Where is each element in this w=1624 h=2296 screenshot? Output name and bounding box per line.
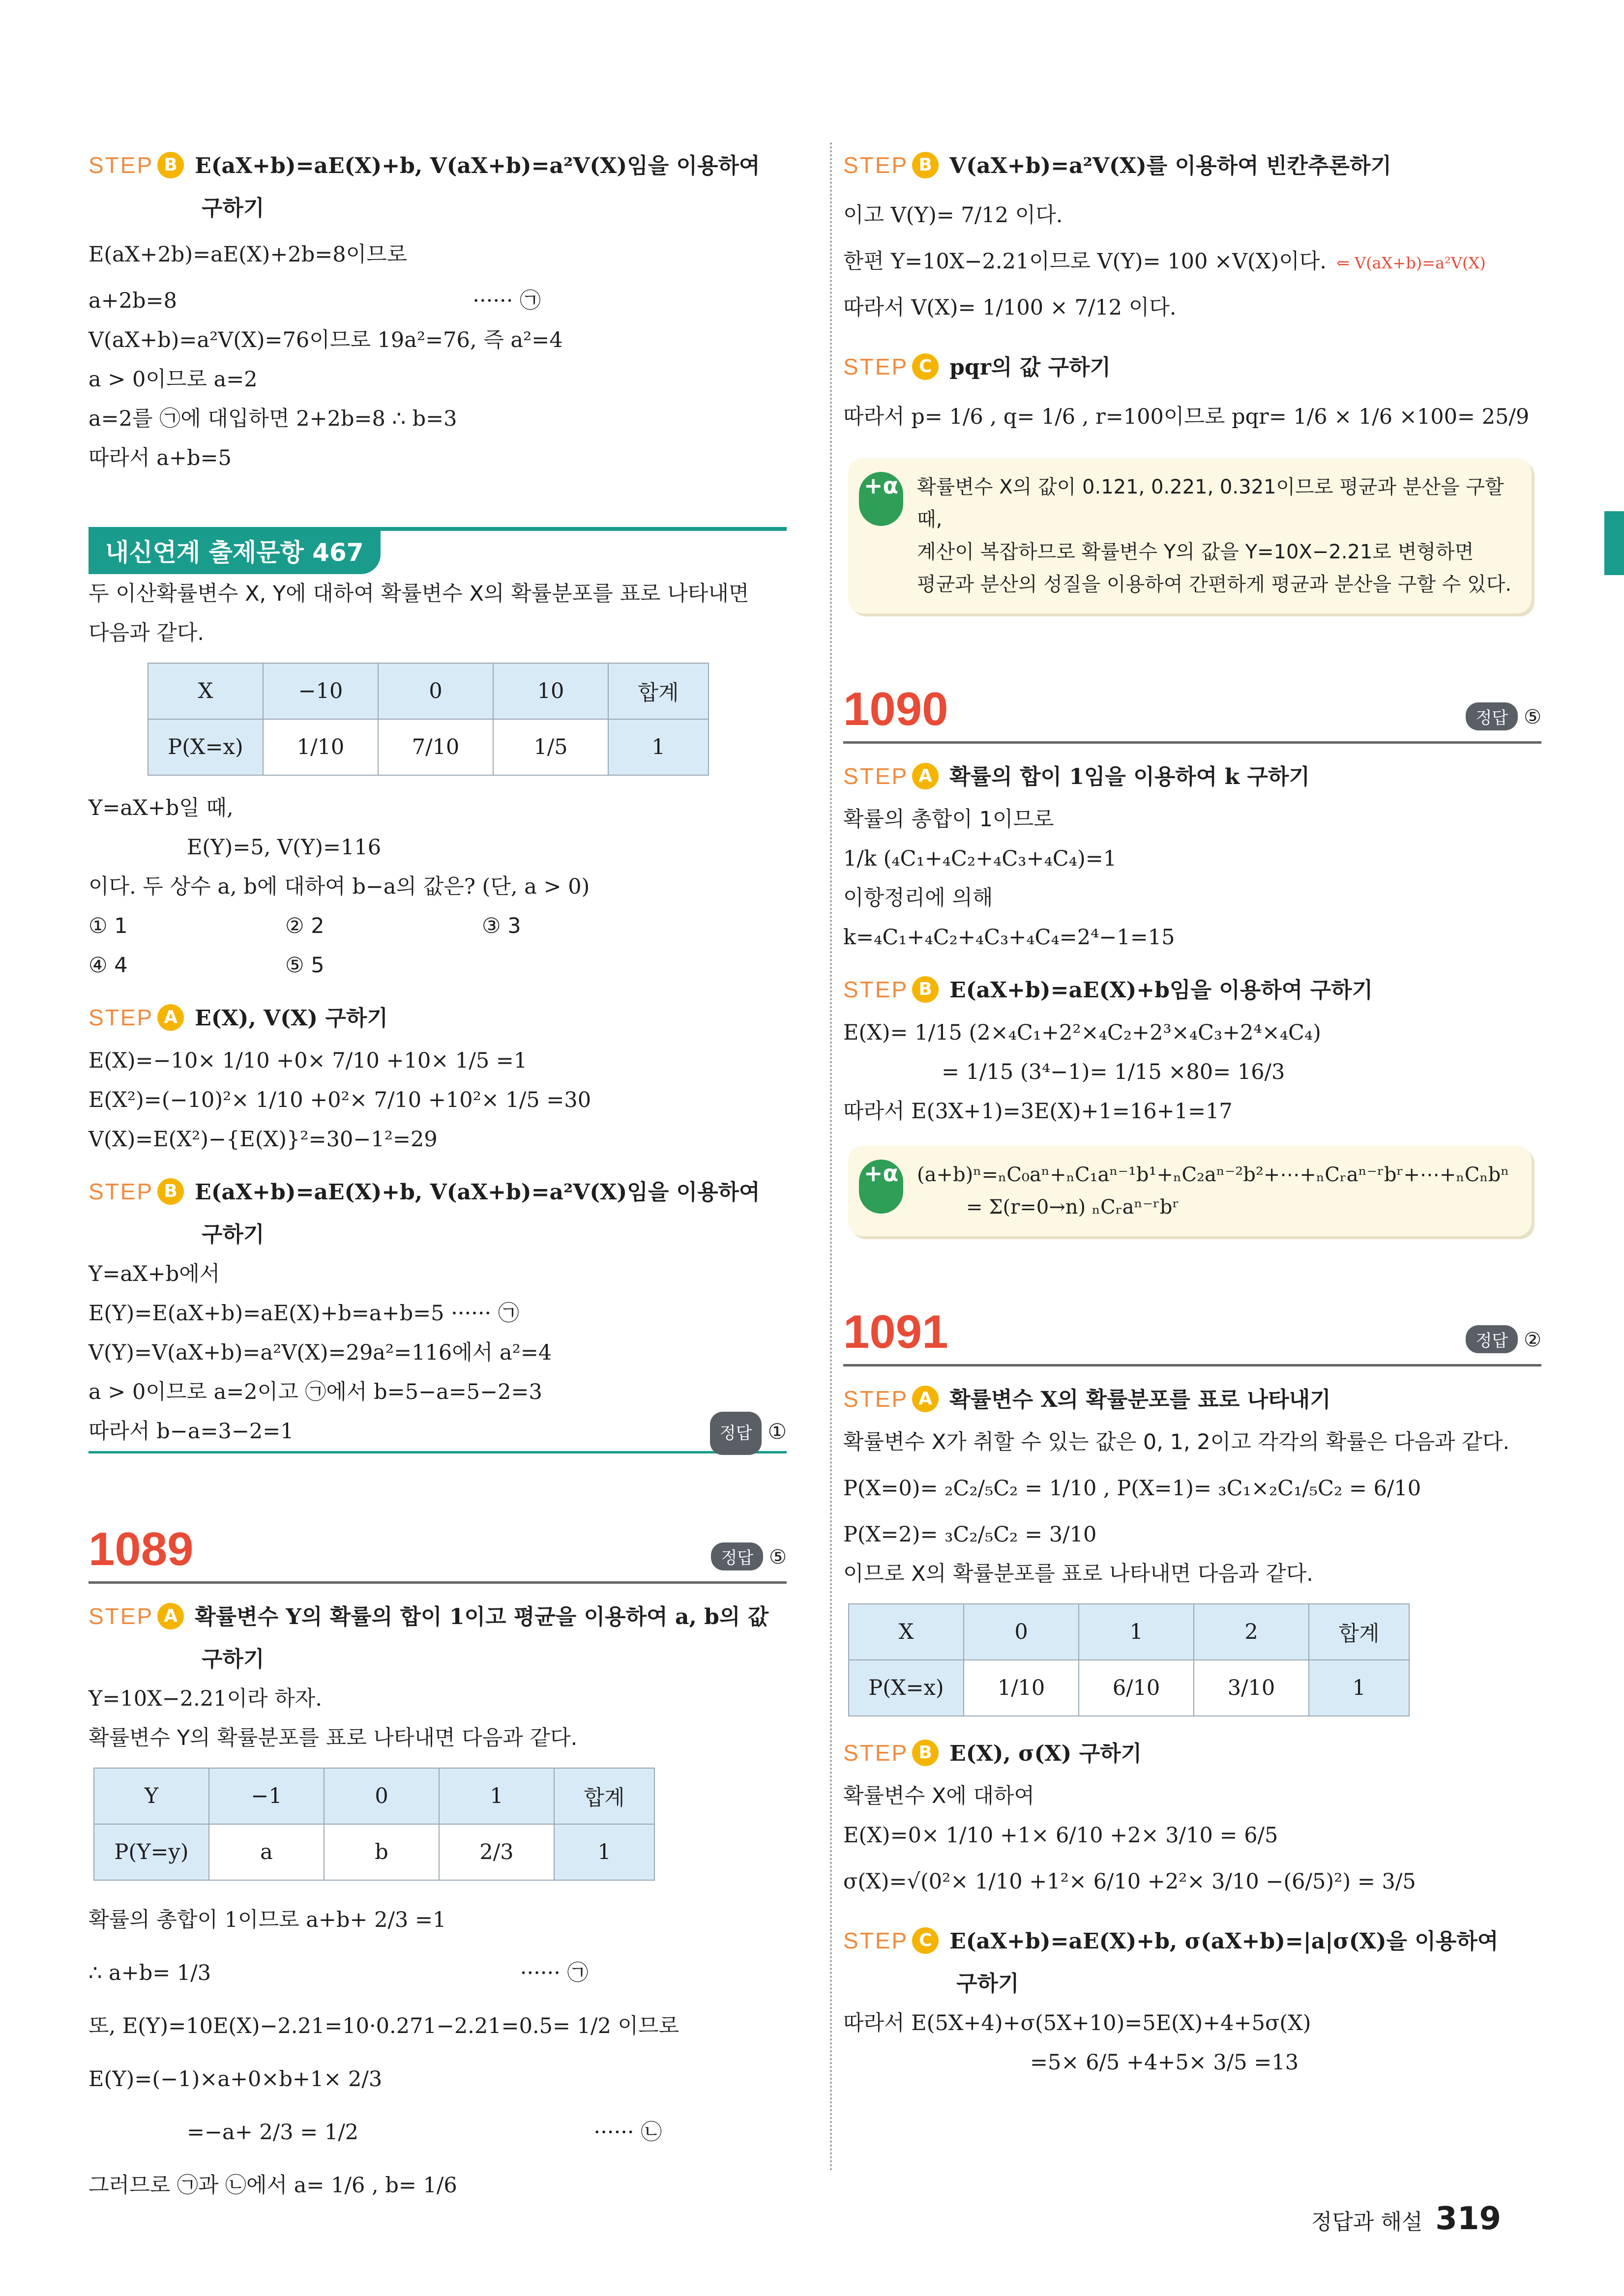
answer-mark: 정답 ⑤ [711, 1542, 787, 1570]
table-cell: 7/10 [378, 719, 493, 775]
step-badge: B [157, 1178, 184, 1205]
step-badge: A [912, 1386, 939, 1412]
answer-mark: 정답 ① [710, 1412, 787, 1455]
table-cell: −10 [263, 663, 378, 719]
solution-line: a=2를 ㉠에 대입하면 2+2b=8 ∴ b=3 [89, 407, 457, 431]
solution-line: 따라서 a+b=5 [89, 446, 232, 470]
solution-line: 따라서 b−a=3−2=1 정답 ① [89, 1412, 787, 1451]
question-text: Y=aX+b일 때, [89, 796, 234, 820]
solution-line: E(X)=0× 1/10 +1× 6/10 +2× 3/10 = 6/5 [843, 1823, 1278, 1848]
question-text: 이다. 두 상수 a, b에 대하여 b−a의 값은? (단, a > 0) [89, 874, 590, 899]
exam-box: 내신연계 출제문항 467 두 이산확률변수 X, Y에 대하여 확률변수 X의 확률분포를 표로 나타내면 다음과 같다. X −10 0 10 합계 P(X=x) 1/10 7/10 1/5 1 Y=aX+b일 때, E(Y)=5, V(Y)=116 이다. 두 상수 a, b에 대하여 b−a의 값은? (단, a > 0) ① 1 ② 2 ③ 3 ④ 4 ⑤ 5 STEP A E(X), V(X) 구하기 E(X)=−10× 1/10 +0× 7/10 +10× 1/5 =1 E(X²)=(−10)²× 1/10 +0²× 7/10 +10²× 1/5 =30 V(X)=E(X²)−{E(X)}²=30−1²=29 STEP B E(aX+b)=aE(X)+b, V(aX+b)=a²V(X)임을 이용하여 구하기 Y=aX+b에서 E(Y)=E(aX+b)=aE(X)+b=a+b=5 ······ ㉠ V(Y)=V(aX+b)=a²V(X)=29a²=116에서 a²=4 a > 0이므로 a=2이고 ㉠에서 b=5−a=5−2=3 따라서 b−a=3−2=1 정답 ① [89, 527, 787, 1453]
solution-line: 한편 Y=10X−2.21이므로 V(Y)= 100 ×V(X)이다. ⇐ V(aX+b)=a²V(X) [843, 249, 1486, 274]
solution-line: E(Y)=E(aX+b)=aE(X)+b=a+b=5 ······ ㉠ [89, 1301, 519, 1326]
solution-line: V(Y)=V(aX+b)=a²V(X)=29a²=116에서 a²=4 [89, 1340, 552, 1365]
hint-arrow: ⇐ V(aX+b)=a²V(X) [1336, 254, 1486, 272]
table-cell: 1 [1309, 1660, 1409, 1716]
solution-line: ∴ a+b= 1/3 ······ ㉠ [89, 1961, 589, 1985]
table-cell: b [324, 1824, 439, 1880]
step-badge: C [912, 353, 939, 380]
solution-line: 그러므로 ㉠과 ㉡에서 a= 1/6 , b= 1/6 [89, 2173, 457, 2198]
solution-line: E(X)= 1/15 (2×₄C₁+2²×₄C₂+2³×₄C₃+2⁴×₄C₄) [843, 1020, 1321, 1045]
choice: ① 1 [89, 914, 128, 938]
table-cell: 1 [439, 1768, 554, 1824]
table-cell: 1 [1079, 1604, 1194, 1660]
solution-line: 따라서 E(5X+4)+σ(5X+10)=5E(X)+4+5σ(X) [843, 2011, 1311, 2035]
solution-line: = 1/15 (3⁴−1)= 1/15 ×80= 16/3 [942, 1060, 1285, 1084]
page-number: 319 [1435, 2201, 1501, 2237]
solution-line: P(X=2)= ₃C₂/₅C₂ = 3/10 [843, 1522, 1097, 1547]
table-cell: 0 [378, 663, 493, 719]
chapter-side-tab [1604, 511, 1624, 575]
solution-line: 따라서 V(X)= 1/100 × 7/12 이다. [843, 295, 1177, 320]
step-b-header: STEP B E(aX+b)=aE(X)+b, V(aX+b)=a²V(X)임을 이용하여 [89, 1179, 760, 1205]
table-cell: 1/5 [493, 719, 608, 775]
step-badge: B [912, 152, 939, 178]
distribution-table [848, 1603, 1410, 1716]
solution-line: =−a+ 2/3 = 1/2 ······ ㉡ [187, 2120, 662, 2145]
step-badge: A [157, 1004, 184, 1031]
solution-line: 확률의 총합이 1이므로 [843, 807, 1054, 832]
table-cell: a [209, 1824, 324, 1880]
choice: ④ 4 [89, 953, 128, 978]
choice: ③ 3 [482, 914, 521, 938]
table-cell: 합계 [1309, 1604, 1409, 1660]
step-badge: B [912, 1740, 939, 1766]
distribution-table [148, 663, 709, 776]
solution-line: E(Y)=(−1)×a+0×b+1× 2/3 [89, 2067, 383, 2092]
problem-number: 1089 [89, 1523, 194, 1575]
table-cell: P(X=x) [148, 719, 263, 775]
solution-line: =5× 6/5 +4+5× 3/5 =13 [1030, 2050, 1299, 2075]
step-badge: B [157, 152, 184, 178]
table-cell: 3/10 [1194, 1660, 1309, 1716]
table-cell: 0 [964, 1604, 1079, 1660]
solution-line: a > 0이므로 a=2 [89, 367, 258, 392]
step-b-header: STEP B E(aX+b)=aE(X)+b임을 이용하여 구하기 [843, 977, 1373, 1003]
solution-line: V(X)=E(X²)−{E(X)}²=30−1²=29 [89, 1127, 438, 1152]
step-b-header: STEP B E(aX+b)=aE(X)+b, V(aX+b)=a²V(X)임을 이용하여 [89, 152, 760, 178]
step-a-header: STEP A E(X), V(X) 구하기 [89, 1005, 388, 1031]
table-cell: Y [94, 1768, 209, 1824]
problem-1089-header [89, 1508, 787, 1584]
table-cell: −1 [209, 1768, 324, 1824]
choice: ② 2 [285, 914, 325, 938]
distribution-table [93, 1768, 655, 1881]
solution-line: 1/k (₄C₁+₄C₂+₄C₃+₄C₄)=1 [843, 846, 1117, 871]
table-cell: 1/10 [964, 1660, 1079, 1716]
right-column: STEP B V(aX+b)=a²V(X)를 이용하여 빈칸추론하기 이고 V(Y)= 7/12 이다. 한편 Y=10X−2.21이므로 V(Y)= 100 ×V(X)이다. ⇐ V(aX+b)=a²V(X) 따라서 V(X)= 1/100 × 7/12 이다. STEP C pqr의 값 구하기 따라서 p= 1/6 , q= 1/6 , r=100이므로 pqr= 1/6 × 1/6 ×100= 25/9 +α 확률변수 X의 값이 0.121, 0.221, 0.321이므로 평균과 분산을 구할 때, 계산이 복잡하므로 확률변수 Y의 값을 Y=10X−2.21로 변형하면 평균과 분산의 성질을 이용하여 간편하게 평균과 분산을 구할 수 있다. 1090 정답 ⑤ STEP A 확률의 합이 1임을 이용하여 k 구하기 확률의 총합이 1이므로 1/k (₄C₁+₄C₂+₄C₃+₄C₄)=1 이항정리에 의해 k=₄C₁+₄C₂+₄C₃+₄C₄=2⁴−1=15 STEP B E(aX+b)=aE(X)+b임을 이용하여 구하기 E(X)= 1/15 (2×₄C₁+2²×₄C₂+2³×₄C₃+2⁴×₄C₄) = 1/15 (3⁴−1)= 1/15 ×80= 16/3 따라서 E(3X+1)=3E(X)+1=16+1=17 +α (a+b)ⁿ=ₙC₀aⁿ+ₙC₁aⁿ⁻¹b¹+ₙC₂aⁿ⁻²b²+⋯+ₙCᵣaⁿ⁻ʳbʳ+⋯+ₙCₙbⁿ = Σ(r=0→n) ₙCᵣaⁿ⁻ʳbʳ 1091 정답 ② STEP A 확률변수 X의 확률분포를 표로 나타내기 확률변수 X가 취할 수 있는 값은 0, 1, 2이고 각각의 확률은 다음과 같다. P(X=0)= ₂C₂/₅C₂ = 1/10 , P(X=1)= ₃C₁×₂C₁/₅C₂ = 6/10 P(X=2)= ₃C₂/₅C₂ = 3/10 이므로 X의 확률분포를 표로 나타내면 다음과 같다. X 0 1 2 합계 P(X=x) 1/10 6/10 3/10 1 STEP B E(X), σ(X) 구하기 확률변수 X에 대하여 E(X)=0× 1/10 +1× 6/10 +2× 3/10 = 6/5 σ(X)=√(0²× 1/10 +1²× 6/10 +2²× 3/10 −(6/5)²) = 3/5 STEP C E(aX+b)=aE(X)+b, σ(aX+b)=|a|σ(X)을 이용하여 구하기 따라서 E(5X+4)+σ(5X+10)=5E(X)+4+5σ(X) =5× 6/5 +4+5× 3/5 =13 [843, 133, 1541, 2082]
question-text: 다음과 같다. [89, 621, 205, 645]
solution-line: E(X)=−10× 1/10 +0× 7/10 +10× 1/5 =1 [89, 1048, 528, 1073]
tip-note: +α 확률변수 X의 값이 0.121, 0.221, 0.321이므로 평균과 분산을 구할 때, 계산이 복잡하므로 확률변수 Y의 값을 Y=10X−2.21로 변형하면 평균과 분산의 성질을 이용하여 간편하게 평균과 분산을 구할 수 있다. [848, 458, 1532, 613]
table-cell: X [148, 663, 263, 719]
solution-line: k=₄C₁+₄C₂+₄C₃+₄C₄=2⁴−1=15 [843, 925, 1175, 950]
tip-note: +α (a+b)ⁿ=ₙC₀aⁿ+ₙC₁aⁿ⁻¹b¹+ₙC₂aⁿ⁻²b²+⋯+ₙCᵣaⁿ⁻ʳbʳ+⋯+ₙCₙbⁿ = Σ(r=0→n) ₙCᵣaⁿ⁻ʳbʳ [848, 1146, 1532, 1236]
step-b-header: STEP B E(X), σ(X) 구하기 [843, 1740, 1142, 1766]
solution-line: 따라서 p= 1/6 , q= 1/6 , r=100이므로 pqr= 1/6 × 1/6 ×100= 25/9 [843, 405, 1530, 429]
choice: ⑤ 5 [285, 953, 325, 978]
solution-line: 따라서 E(3X+1)=3E(X)+1=16+1=17 [843, 1099, 1233, 1124]
exam-header: 내신연계 출제문항 467 [89, 527, 381, 574]
table-cell: X [849, 1604, 964, 1660]
problem-number: 1091 [843, 1306, 948, 1358]
step-badge: B [912, 976, 939, 1003]
solution-line: 이항정리에 의해 [843, 886, 993, 910]
step-a-header: STEP A 확률변수 Y의 확률의 합이 1이고 평균을 이용하여 a, b의 값 [89, 1603, 769, 1629]
table-cell: 10 [493, 663, 608, 719]
solution-line: 확률변수 X가 취할 수 있는 값은 0, 1, 2이고 각각의 확률은 다음과 같다. [843, 1430, 1510, 1454]
choices-row [89, 946, 787, 985]
solution-line: 또, E(Y)=10E(X)−2.21=10·0.271−2.21=0.5= 1/2 이므로 [89, 2014, 679, 2038]
table-cell: P(X=x) [849, 1660, 964, 1716]
table-cell: 1 [608, 719, 709, 775]
choices-row [89, 906, 787, 946]
solution-line: 이므로 X의 확률분포를 표로 나타내면 다음과 같다. [843, 1562, 1313, 1586]
solution-line: Y=10X−2.21이라 하자. [89, 1686, 323, 1711]
solution-line: E(aX+2b)=aE(X)+2b=8이므로 [89, 242, 408, 267]
table-cell: 합계 [554, 1768, 654, 1824]
step-c-header: STEP C pqr의 값 구하기 [843, 354, 1111, 380]
table-cell: 1/10 [263, 719, 378, 775]
step-a-header: STEP A 확률변수 X의 확률분포를 표로 나타내기 [843, 1386, 1331, 1412]
step-a-header: STEP A 확률의 합이 1임을 이용하여 k 구하기 [843, 763, 1310, 789]
solution-line: a+2b=8 ······ ㉠ [89, 289, 541, 313]
left-column: STEP B E(aX+b)=aE(X)+b, V(aX+b)=a²V(X)임을 이용하여 구하기 E(aX+2b)=aE(X)+2b=8이므로 a+2b=8 ······ ㉠ V(aX+b)=a²V(X)=76이므로 19a²=76, 즉 a²=4 a > 0이므로 a=2 a=2를 ㉠에 대입하면 2+2b=8 ∴ b=3 따라서 a+b=5 내신연계 출제문항 467 두 이산확률변수 X, Y에 대하여 확률변수 X의 확률분포를 표로 나타내면 다음과 같다. X −10 0 10 합계 P(X=x) 1/10 7/10 1/5 1 Y=aX+b일 때, E(Y)=5, V(Y)=116 이다. 두 상수 a, b에 대하여 b−a의 값은? (단, a > 0) ① 1 ② 2 ③ 3 ④ 4 ⑤ 5 STEP A E(X), V(X) 구하기 E(X)=−10× 1/10 +0× 7/10 +10× 1/5 =1 E(X²)=(−10)²× 1/10 +0²× 7/10 +10²× 1/5 =30 V(X)=E(X²)−{E(X)}²=30−1²=29 STEP B E(aX+b)=aE(X)+b, V(aX+b)=a²V(X)임을 이용하여 구하기 Y=aX+b에서 E(Y)=E(aX+b)=aE(X)+b=a+b=5 ······ ㉠ V(Y)=V(aX+b)=a²V(X)=29a²=116에서 a²=4 a > 0이므로 a=2이고 ㉠에서 b=5−a=5−2=3 따라서 b−a=3−2=1 정답 ① 1089 정답 ⑤ STEP A 확률변수 Y의 확률의 합이 1이고 평균을 이용하여 a, b의 값 구하기 Y=10X−2.21이라 하자. 확률변수 Y의 확률분포를 표로 나타내면 다음과 같다. Y −1 0 1 합계 P(Y=y) a b 2/3 1 확률의 총합이 1이므로 a+b+ 2/3 =1 ∴ a+b= 1/3 ······ ㉠ 또, E(Y)=10E(X)−2.21=10·0.271−2.21=0.5= 1/2 이므로 E(Y)=(−1)×a+0×b+1× 2/3 =−a+ 2/3 = 1/2 ······ ㉡ 그러므로 ㉠과 ㉡에서 a= 1/6 , b= 1/6 [89, 133, 787, 2212]
solution-line: P(X=0)= ₂C₂/₅C₂ = 1/10 , P(X=1)= ₃C₁×₂C₁/₅C₂ = 6/10 [843, 1476, 1421, 1501]
step-b-header: STEP B V(aX+b)=a²V(X)를 이용하여 빈칸추론하기 [843, 152, 1391, 178]
problem-number: 1090 [843, 683, 948, 735]
solution-line: 확률의 총합이 1이므로 a+b+ 2/3 =1 [89, 1908, 446, 1932]
question-text: 두 이산확률변수 X, Y에 대하여 확률변수 X의 확률분포를 표로 나타내면 [89, 581, 749, 606]
problem-1090-header [843, 668, 1541, 744]
solution-line: σ(X)=√(0²× 1/10 +1²× 6/10 +2²× 3/10 −(6/5)²) = 3/5 [843, 1869, 1416, 1894]
plus-alpha-icon: +α [859, 472, 903, 526]
page-footer [1311, 2201, 1501, 2237]
solution-line: V(aX+b)=a²V(X)=76이므로 19a²=76, 즉 a²=4 [89, 328, 563, 352]
table-cell: 6/10 [1079, 1660, 1194, 1716]
table-cell: 0 [324, 1768, 439, 1824]
table-cell: P(Y=y) [94, 1824, 209, 1880]
answer-mark: 정답 ② [1466, 1325, 1541, 1353]
table-cell: 2 [1194, 1604, 1309, 1660]
solution-line: E(X²)=(−10)²× 1/10 +0²× 7/10 +10²× 1/5 =30 [89, 1088, 591, 1112]
question-text: E(Y)=5, V(Y)=116 [187, 835, 382, 860]
solution-line: 이고 V(Y)= 7/12 이다. [843, 203, 1063, 228]
column-divider [830, 143, 832, 2173]
table-cell: 2/3 [439, 1824, 554, 1880]
solution-line: 확률변수 Y의 확률분포를 표로 나타내면 다음과 같다. [89, 1726, 578, 1750]
answer-mark: 정답 ⑤ [1466, 702, 1541, 730]
problem-1091-header [843, 1290, 1541, 1366]
plus-alpha-icon: +α [859, 1160, 903, 1214]
step-badge: C [912, 1927, 939, 1954]
step-badge: A [912, 763, 939, 789]
table-cell: 1 [554, 1824, 654, 1880]
footer-label: 정답과 해설 [1311, 2209, 1423, 2235]
step-c-header: STEP C E(aX+b)=aE(X)+b, σ(aX+b)=|a|σ(X)을 이용하여 [843, 1928, 1499, 1954]
solution-line: a > 0이므로 a=2이고 ㉠에서 b=5−a=5−2=3 [89, 1380, 542, 1404]
step-badge: A [157, 1603, 184, 1629]
solution-line: 확률변수 X에 대하여 [843, 1784, 1035, 1808]
solution-line: Y=aX+b에서 [89, 1262, 220, 1286]
table-cell: 합계 [608, 663, 709, 719]
